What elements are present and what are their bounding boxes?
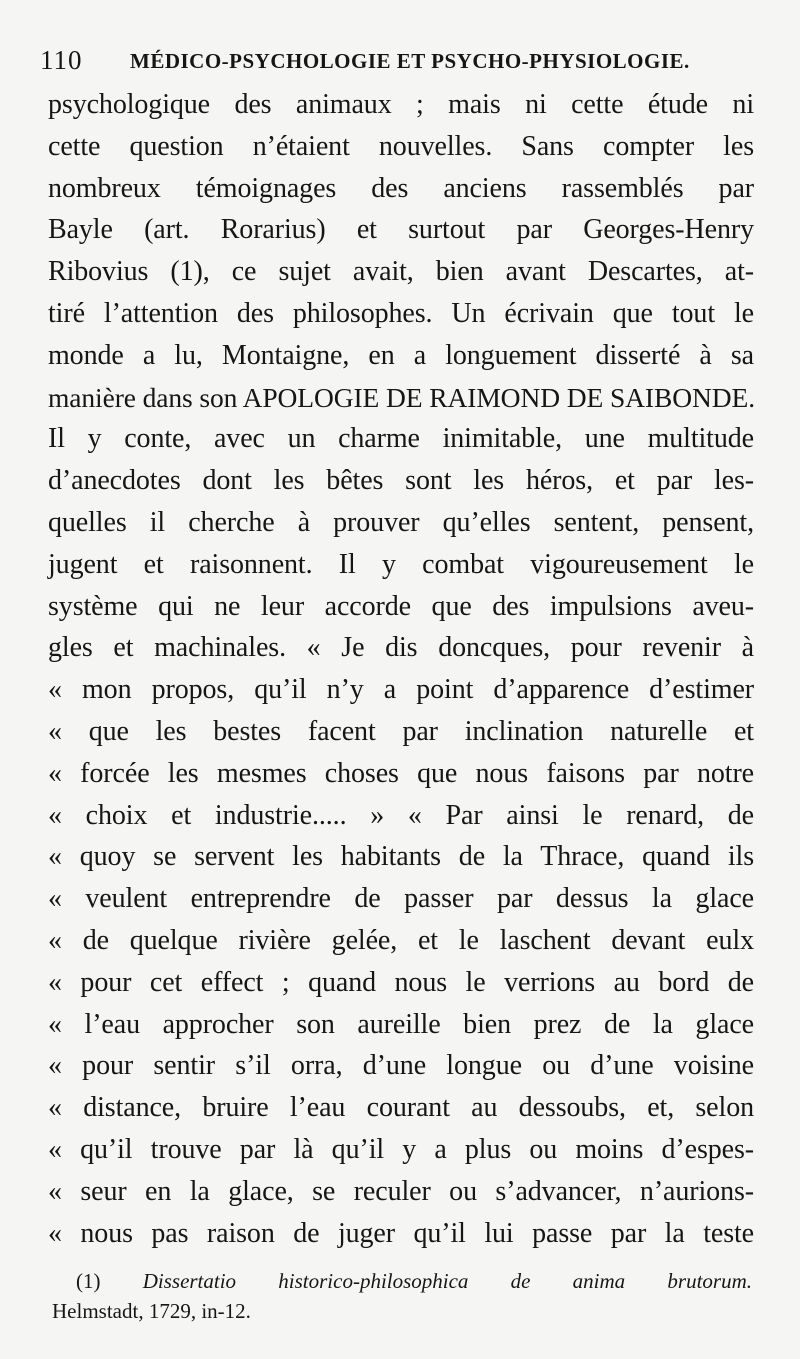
text-line: « l’eau approcher son aureille bien prez de la glace	[48, 1008, 754, 1040]
text-line: « veulent entreprendre de passer par dessus la glace	[48, 883, 754, 915]
text-line: « seur en la glace, se reculer ou s’advancer, n’aurions-	[48, 1175, 754, 1207]
footnote-marker: (1)	[76, 1269, 101, 1293]
footnote-line	[52, 1266, 752, 1296]
text-line: Il y conte, avec un charme inimitable, une multitude	[48, 423, 754, 455]
text-line: « pour cet effect ; quand nous le verrions au bord de	[48, 966, 754, 998]
body-text	[48, 84, 754, 1254]
text-line: manière dans son APOLOGIE DE RAIMOND DE SAIBONDE.	[48, 381, 755, 413]
footnote	[52, 1266, 752, 1326]
page-number: 110	[40, 45, 83, 75]
text-line: « distance, bruire l’eau courant au dessoubs, et, selon	[48, 1092, 754, 1124]
text-line: Bayle (art. Rorarius) et surtout par Georges-Henry	[48, 214, 754, 246]
running-title: MÉDICO-PSYCHOLOGIE ET PSYCHO-PHYSIOLOGIE.	[130, 49, 690, 73]
page-header	[40, 44, 750, 76]
text-line: « choix et industrie..... » « Par ainsi le renard, de	[48, 799, 754, 831]
text-line: « forcée les mesmes choses que nous faisons par notre	[48, 757, 754, 789]
text-line: psychologique des animaux ; mais ni cette étude ni	[48, 89, 754, 120]
text-line: nombreux témoignages des anciens rassemblés par	[48, 172, 754, 204]
footnote-imprint: Helmstadt, 1729, in-12.	[52, 1299, 251, 1323]
text-line: monde a lu, Montaigne, en a longuement disserté à sa	[48, 339, 754, 371]
footnote-title: Dissertatio historico-philosophica de anima brutorum.	[142, 1269, 752, 1293]
text-line: tiré l’attention des philosophes. Un écrivain que tout le	[48, 297, 754, 329]
text-line: quelles il cherche à prouver qu’elles sentent, pensent,	[48, 506, 754, 538]
text-line: « quoy se servent les habitants de la Thrace, quand ils	[48, 841, 754, 873]
text-line: « qu’il trouve par là qu’il y a plus ou moins d’espes-	[48, 1133, 754, 1165]
text-line: jugent et raisonnent. Il y combat vigoureusement le	[48, 548, 754, 580]
text-line: d’anecdotes dont les bêtes sont les héros, et par les-	[48, 465, 754, 497]
text-line: « nous pas raison de juger qu’il lui passe par la teste	[48, 1217, 754, 1249]
text-line: système qui ne leur accorde que des impulsions aveu-	[48, 590, 754, 622]
text-line: « pour sentir s’il orra, d’une longue ou d’une voisine	[48, 1050, 754, 1082]
text-line: gles et machinales. « Je dis doncques, pour revenir à	[48, 632, 754, 664]
text-line: « mon propos, qu’il n’y a point d’apparence d’estimer	[48, 674, 754, 706]
text-line: cette question n’étaient nouvelles. Sans compter les	[48, 130, 754, 162]
text-line: « de quelque rivière gelée, et le laschent devant eulx	[48, 924, 754, 956]
text-line: « que les bestes facent par inclination naturelle et	[48, 715, 754, 747]
text-line: Ribovius (1), ce sujet avait, bien avant Descartes, at-	[48, 256, 754, 288]
